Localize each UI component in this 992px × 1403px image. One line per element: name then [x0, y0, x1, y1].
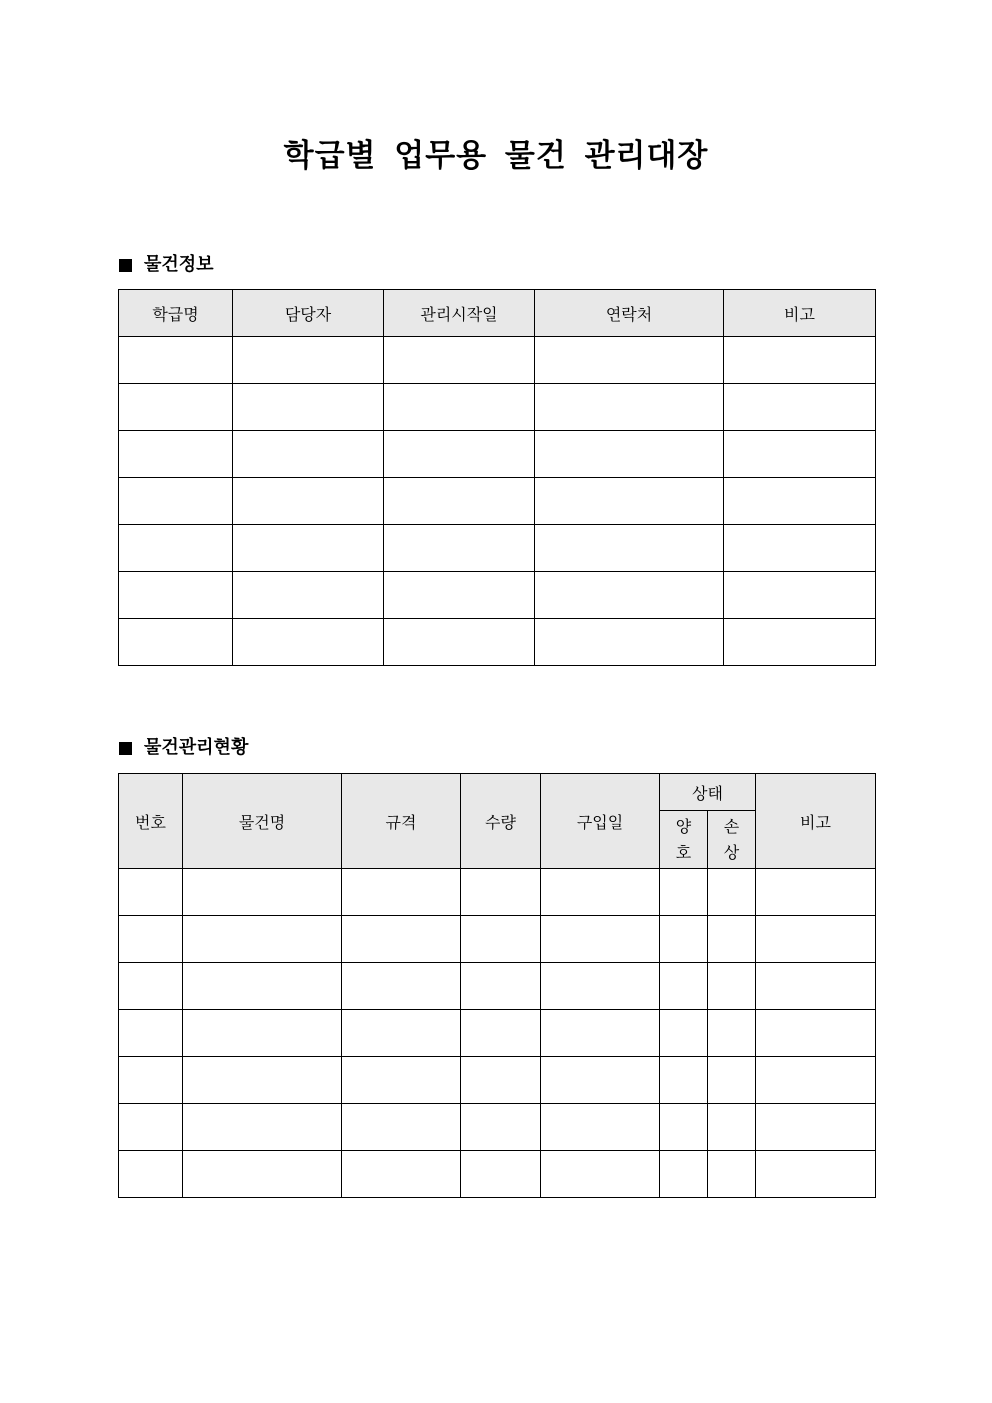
square-bullet-icon: [119, 259, 132, 272]
table-cell[interactable]: [756, 869, 876, 916]
table-cell[interactable]: [535, 384, 724, 431]
table-cell[interactable]: [384, 384, 535, 431]
table-cell[interactable]: [461, 1010, 541, 1057]
table-cell[interactable]: [119, 1151, 183, 1198]
item-info-table: [118, 289, 876, 666]
column-header-status-good: [660, 811, 708, 869]
table-cell[interactable]: [233, 431, 384, 478]
table-cell[interactable]: [724, 478, 876, 525]
status-damaged-label-top: 손: [723, 816, 740, 836]
table-cell[interactable]: [756, 1104, 876, 1151]
column-header-purchase-date: 구입일: [541, 774, 660, 869]
table-row: [119, 1151, 876, 1198]
table-cell[interactable]: [541, 1151, 660, 1198]
table-cell[interactable]: [119, 1057, 183, 1104]
table-cell[interactable]: [183, 1010, 342, 1057]
table-cell[interactable]: [119, 384, 233, 431]
table-cell[interactable]: [342, 1057, 461, 1104]
table-cell[interactable]: [724, 525, 876, 572]
table-cell[interactable]: [384, 619, 535, 666]
table-cell[interactable]: [233, 384, 384, 431]
table-cell[interactable]: [535, 337, 724, 384]
table-cell[interactable]: [535, 525, 724, 572]
table-row: [119, 525, 876, 572]
table-cell[interactable]: [119, 1104, 183, 1151]
table-cell[interactable]: [756, 916, 876, 963]
table-row: [119, 384, 876, 431]
table-cell[interactable]: [342, 1104, 461, 1151]
table-cell[interactable]: [660, 1151, 708, 1198]
table-cell[interactable]: [724, 619, 876, 666]
table-cell[interactable]: [660, 869, 708, 916]
table-cell[interactable]: [660, 1057, 708, 1104]
column-header-status-damaged: [708, 811, 756, 869]
table-cell[interactable]: [119, 619, 233, 666]
table-cell[interactable]: [183, 1104, 342, 1151]
table-row: [119, 431, 876, 478]
column-header-manager: 담당자: [233, 290, 384, 337]
table-cell[interactable]: [535, 478, 724, 525]
table-row: [119, 1057, 876, 1104]
table-cell[interactable]: [342, 1010, 461, 1057]
item-status-table: [118, 773, 876, 1198]
column-header-remarks: 비고: [724, 290, 876, 337]
table-cell[interactable]: [756, 1057, 876, 1104]
table-cell[interactable]: [541, 869, 660, 916]
table-row: [119, 916, 876, 963]
table-row: [119, 478, 876, 525]
table-cell[interactable]: [119, 916, 183, 963]
table-row: [119, 1104, 876, 1151]
column-header-class-name: 학급명: [119, 290, 233, 337]
table-cell[interactable]: [708, 1010, 756, 1057]
status-damaged-label-bottom: 상: [723, 842, 740, 862]
table-cell[interactable]: [183, 869, 342, 916]
table-cell[interactable]: [724, 337, 876, 384]
table-cell[interactable]: [541, 916, 660, 963]
table-row: [119, 337, 876, 384]
table-cell[interactable]: [342, 1151, 461, 1198]
section-heading-item-status: [119, 736, 248, 760]
table-header-row: [119, 774, 876, 811]
column-header-start-date: 관리시작일: [384, 290, 535, 337]
table-cell[interactable]: [233, 572, 384, 619]
table-cell[interactable]: [119, 572, 233, 619]
table-cell[interactable]: [233, 619, 384, 666]
table-cell[interactable]: [708, 1104, 756, 1151]
table-cell[interactable]: [183, 916, 342, 963]
table-cell[interactable]: [461, 916, 541, 963]
table-cell[interactable]: [233, 478, 384, 525]
table-cell[interactable]: [535, 619, 724, 666]
table-cell[interactable]: [708, 869, 756, 916]
column-header-item-name: 물건명: [183, 774, 342, 869]
table-cell[interactable]: [342, 916, 461, 963]
table-cell[interactable]: [708, 963, 756, 1010]
table-cell[interactable]: [756, 1151, 876, 1198]
table-cell[interactable]: [461, 1151, 541, 1198]
table-cell[interactable]: [461, 1057, 541, 1104]
table-cell[interactable]: [756, 1010, 876, 1057]
page-title: 학급별 업무용 물건 관리대장: [283, 138, 709, 174]
table-cell[interactable]: [119, 869, 183, 916]
table-cell[interactable]: [183, 1151, 342, 1198]
table-cell[interactable]: [541, 963, 660, 1010]
table-row: [119, 572, 876, 619]
table-row: [119, 1010, 876, 1057]
table-cell[interactable]: [119, 337, 233, 384]
table-cell[interactable]: [384, 431, 535, 478]
table-cell[interactable]: [708, 916, 756, 963]
table-cell[interactable]: [708, 1057, 756, 1104]
table-cell[interactable]: [384, 478, 535, 525]
table-cell[interactable]: [461, 963, 541, 1010]
column-header-status: 상태: [660, 774, 756, 811]
table-cell[interactable]: [541, 1104, 660, 1151]
table-cell[interactable]: [183, 1057, 342, 1104]
table-cell[interactable]: [233, 337, 384, 384]
column-header-remarks: 비고: [756, 774, 876, 869]
square-bullet-icon: [119, 742, 132, 755]
table-cell[interactable]: [541, 1010, 660, 1057]
section-heading-label: 물건관리현황: [144, 737, 249, 758]
table-cell[interactable]: [119, 525, 233, 572]
table-cell[interactable]: [660, 916, 708, 963]
status-good-label-top: 양: [675, 816, 692, 836]
table-cell[interactable]: [119, 963, 183, 1010]
table-cell[interactable]: [342, 869, 461, 916]
table-cell[interactable]: [541, 1057, 660, 1104]
table-cell[interactable]: [119, 1010, 183, 1057]
table-row: [119, 619, 876, 666]
table-cell[interactable]: [461, 1104, 541, 1151]
column-header-quantity: 수량: [461, 774, 541, 869]
table-cell[interactable]: [384, 337, 535, 384]
table-cell[interactable]: [342, 963, 461, 1010]
column-header-contact: 연락처: [535, 290, 724, 337]
column-header-spec: 규격: [342, 774, 461, 869]
table-cell[interactable]: [535, 431, 724, 478]
status-good-label-bottom: 호: [675, 842, 692, 862]
table-cell[interactable]: [724, 572, 876, 619]
table-row: [119, 963, 876, 1010]
table-cell[interactable]: [384, 525, 535, 572]
table-cell[interactable]: [233, 525, 384, 572]
table-cell[interactable]: [119, 478, 233, 525]
table-row: [119, 869, 876, 916]
table-cell[interactable]: [461, 869, 541, 916]
table-cell[interactable]: [660, 1104, 708, 1151]
table-cell[interactable]: [708, 1151, 756, 1198]
table-cell[interactable]: [535, 572, 724, 619]
table-cell[interactable]: [660, 1010, 708, 1057]
table-cell[interactable]: [660, 963, 708, 1010]
column-header-number: 번호: [119, 774, 183, 869]
section-heading-item-info: [119, 253, 214, 277]
table-cell[interactable]: [724, 431, 876, 478]
table-cell[interactable]: [183, 963, 342, 1010]
table-cell[interactable]: [119, 431, 233, 478]
table-header-row: [119, 290, 876, 337]
table-cell[interactable]: [384, 572, 535, 619]
table-cell[interactable]: [724, 384, 876, 431]
table-cell[interactable]: [756, 963, 876, 1010]
section-heading-label: 물건정보: [144, 254, 214, 275]
